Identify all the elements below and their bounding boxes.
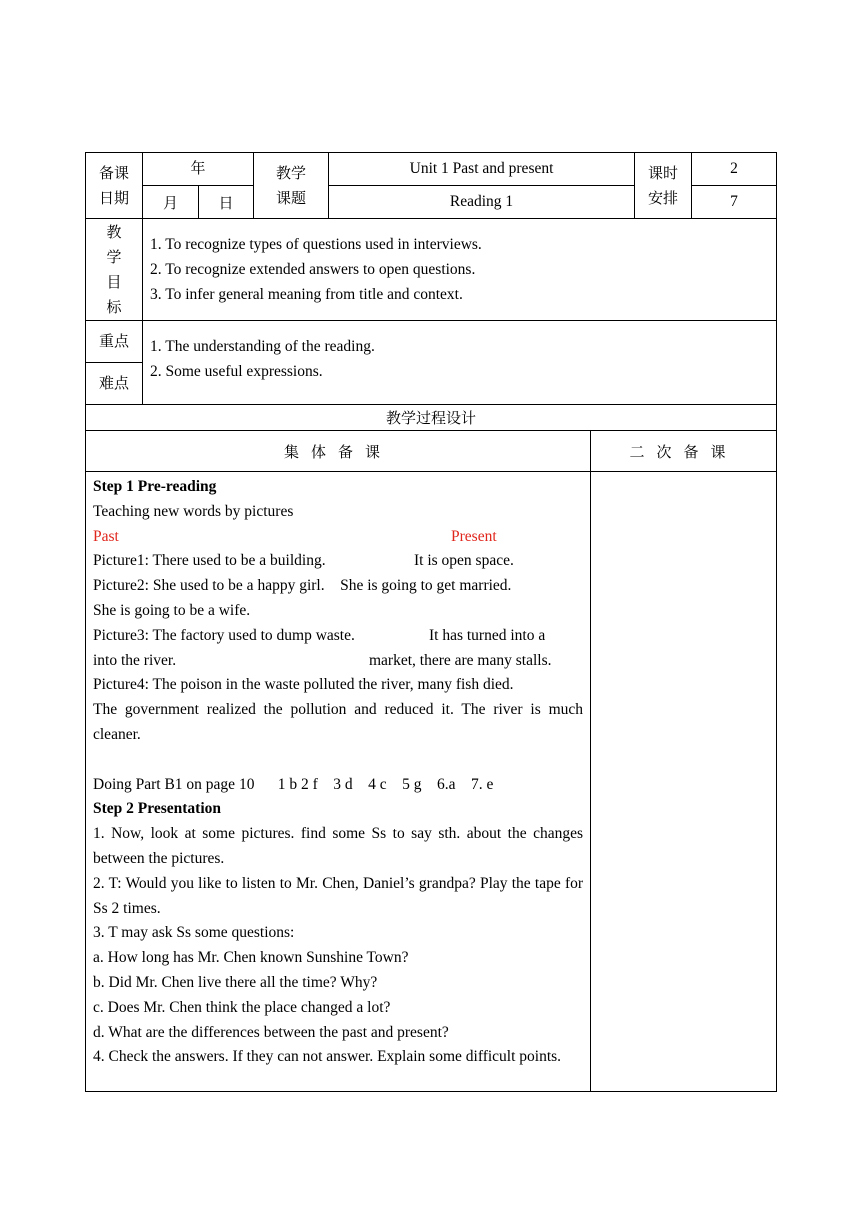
process-title: 教学过程设计 xyxy=(86,405,777,431)
topic-label xyxy=(254,153,329,219)
question-b: b. Did Mr. Chen live there all the time? Why? xyxy=(93,973,378,991)
hours-label-line1: 课时 xyxy=(648,163,679,182)
unit-title: Unit 1 Past and present xyxy=(329,153,635,186)
objective-item: 1. To recognize types of questions used in interviews. xyxy=(150,236,482,253)
question-c: c. Does Mr. Chen think the place changed a lot? xyxy=(93,998,391,1016)
topic-label-line1: 教学 xyxy=(276,163,307,182)
prep-date-label-line1: 备课 xyxy=(98,163,129,182)
picture3-past-cont: into the river. xyxy=(93,651,177,669)
lesson-name: Reading 1 xyxy=(329,186,635,219)
key-points-list xyxy=(143,321,777,405)
lesson-plan-table xyxy=(85,152,777,1092)
picture1-present: It is open space. xyxy=(414,552,514,570)
hours-label-line2: 安排 xyxy=(648,188,679,207)
picture3-present-cont: market, there are many stalls. xyxy=(369,651,552,669)
difficult-points-label: 难点 xyxy=(86,363,143,405)
key-point-item: 2. Some useful expressions. xyxy=(150,363,323,380)
picture3-line xyxy=(93,624,583,649)
key-point-item: 1. The understanding of the reading. xyxy=(150,338,375,355)
objectives-label-char2: 学 xyxy=(106,247,122,266)
part-b1-answers: Doing Part B1 on page 10 1 b 2 f 3 d 4 c 5 g 6.a 7. e xyxy=(93,775,494,793)
month-field: 月 xyxy=(143,186,199,219)
picture4-cont: The government realized the pollution and reduced it. The river is much cleaner. xyxy=(93,701,584,743)
collective-prep-content xyxy=(86,472,591,1092)
objectives-label-char3: 目 xyxy=(106,272,122,291)
picture2-line: Picture2: She used to be a happy girl. She is going to get married. xyxy=(93,577,512,595)
question-d: d. What are the differences between the past and present? xyxy=(93,1023,449,1041)
objective-item: 2. To recognize extended answers to open questions. xyxy=(150,261,476,278)
hours-bottom-value: 7 xyxy=(692,186,777,219)
step1-title: Step 1 Pre-reading xyxy=(93,478,217,495)
step1-intro: Teaching new words by pictures xyxy=(93,502,294,520)
lesson-plan-document xyxy=(85,152,776,1092)
picture1-line xyxy=(93,549,583,574)
question-a: a. How long has Mr. Chen known Sunshine Town? xyxy=(93,949,409,967)
step2-title: Step 2 Presentation xyxy=(93,800,222,818)
day-field: 日 xyxy=(199,186,254,219)
picture3-past: Picture3: The factory used to dump waste. xyxy=(93,626,355,644)
blank-line xyxy=(93,748,583,773)
picture1-past: Picture1: There used to be a building. xyxy=(93,552,326,570)
picture3-present: It has turned into a xyxy=(429,626,546,644)
objectives-label-char4: 标 xyxy=(106,297,122,316)
step2-item-3: 3. T may ask Ss some questions: xyxy=(93,924,295,942)
prep-date-label-line2: 日期 xyxy=(98,188,129,207)
hours-top-value: 2 xyxy=(692,153,777,186)
past-present-labels xyxy=(93,525,583,550)
picture2-cont: She is going to be a wife. xyxy=(93,601,251,619)
past-label: Past xyxy=(93,527,119,545)
present-label: Present xyxy=(451,527,497,545)
collective-prep-header: 集体备课 xyxy=(86,431,591,472)
step2-item-2: 2. T: Would you like to listen to Mr. Chen, Daniel’s grandpa? Play the tape for Ss 2 times. xyxy=(93,874,584,917)
step2-item-1: 1. Now, look at some pictures. find some Ss to say sth. about the changes between the pictures. xyxy=(93,825,584,867)
objectives-label xyxy=(86,219,143,321)
secondary-prep-header: 二次备课 xyxy=(591,431,777,472)
secondary-prep-content xyxy=(591,472,777,1092)
picture4-line: Picture4: The poison in the waste polluted the river, many fish died. xyxy=(93,676,514,694)
topic-label-line2: 课题 xyxy=(276,188,307,207)
year-field: 年 xyxy=(143,153,254,186)
prep-date-label xyxy=(86,153,143,219)
step2-item-4: 4. Check the answers. If they can not answer. Explain some difficult points. xyxy=(93,1048,562,1066)
hours-label xyxy=(635,153,692,219)
objective-item: 3. To infer general meaning from title and context. xyxy=(150,286,463,303)
picture3-line2 xyxy=(93,649,583,674)
objectives-label-char1: 教 xyxy=(106,222,122,241)
objectives-list xyxy=(143,219,777,321)
key-points-label: 重点 xyxy=(86,321,143,363)
